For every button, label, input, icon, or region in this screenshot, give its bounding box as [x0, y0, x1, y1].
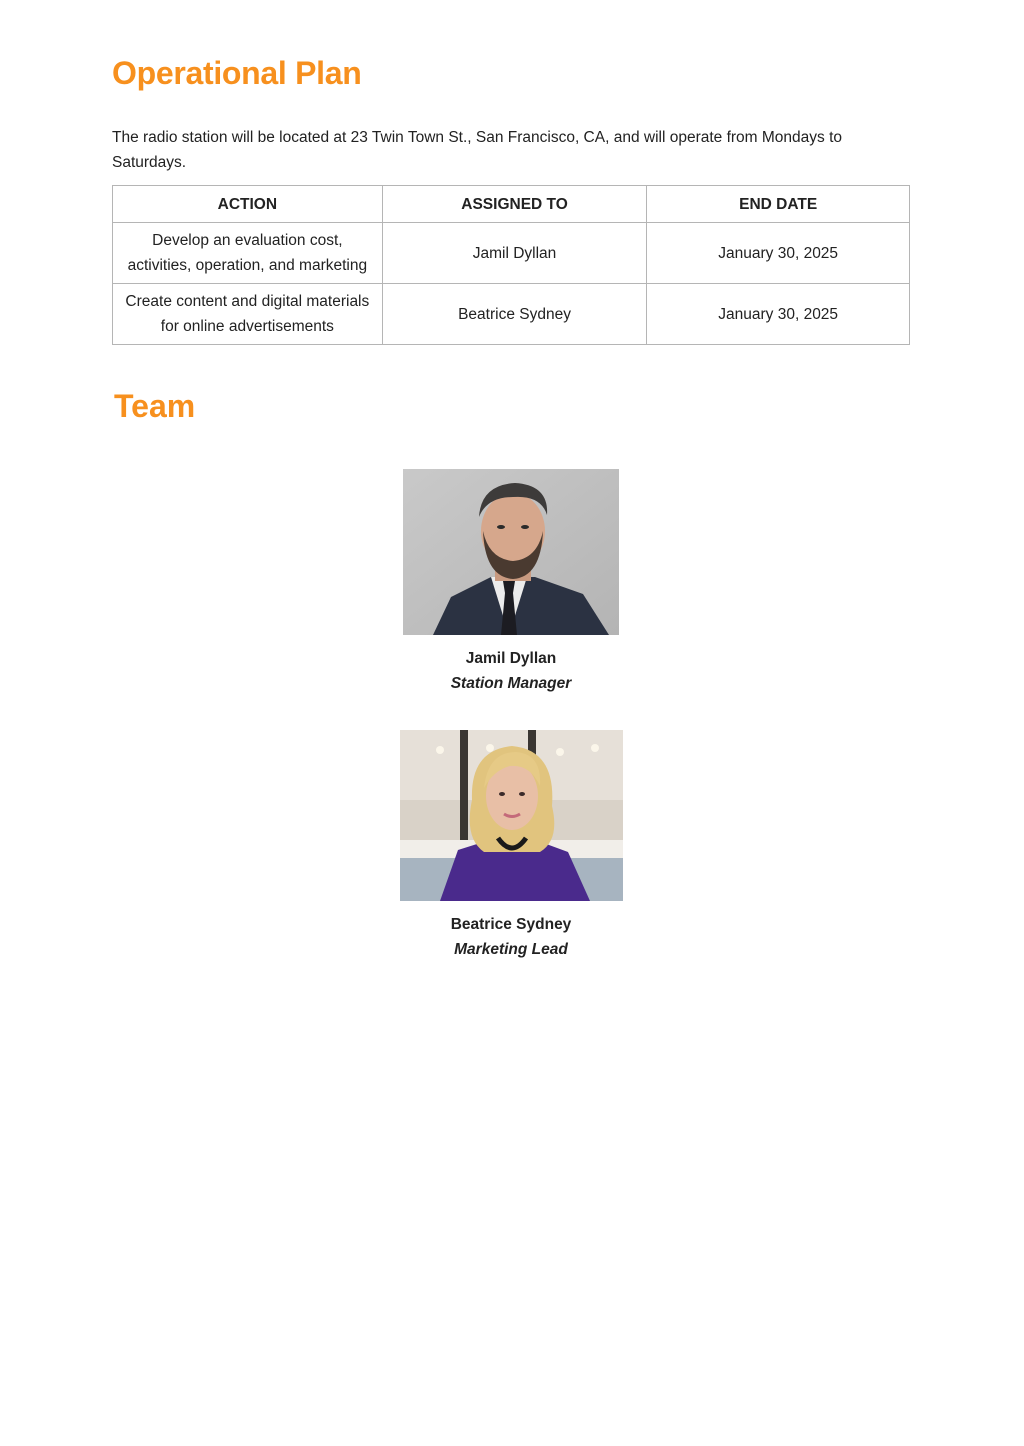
woman-portrait-image: [400, 730, 623, 901]
cell-end-date: January 30, 2025: [647, 284, 910, 345]
operational-plan-table: [112, 185, 910, 345]
column-header-assigned-to: ASSIGNED TO: [382, 186, 647, 223]
cell-action: Develop an evaluation cost, activities, operation, and marketing: [113, 223, 383, 284]
section-heading-team: Team: [114, 388, 196, 424]
table-header-row: [113, 186, 910, 223]
team-member-card: [112, 730, 910, 962]
member-role: Marketing Lead: [454, 941, 568, 958]
member-role: Station Manager: [450, 675, 572, 692]
cell-assigned-to: Jamil Dyllan: [382, 223, 647, 284]
member-name: Beatrice Sydney: [450, 916, 572, 933]
column-header-end-date: END DATE: [647, 186, 910, 223]
member-photo: [403, 469, 619, 635]
cell-action: Create content and digital materials for online advertisements: [113, 284, 383, 345]
team-member-card: [112, 469, 910, 696]
man-portrait-image: [403, 469, 619, 635]
member-name: Jamil Dyllan: [465, 650, 557, 667]
table-row: [113, 284, 910, 345]
member-photo: [400, 730, 623, 901]
cell-assigned-to: Beatrice Sydney: [382, 284, 647, 345]
cell-end-date: January 30, 2025: [647, 223, 910, 284]
intro-paragraph: The radio station will be located at 23 Twin Town St., San Francisco, CA, and will operate from Mondays to Saturdays.: [112, 129, 843, 171]
section-heading-operational-plan: Operational Plan: [112, 55, 362, 91]
column-header-action: ACTION: [113, 186, 383, 223]
table-row: [113, 223, 910, 284]
